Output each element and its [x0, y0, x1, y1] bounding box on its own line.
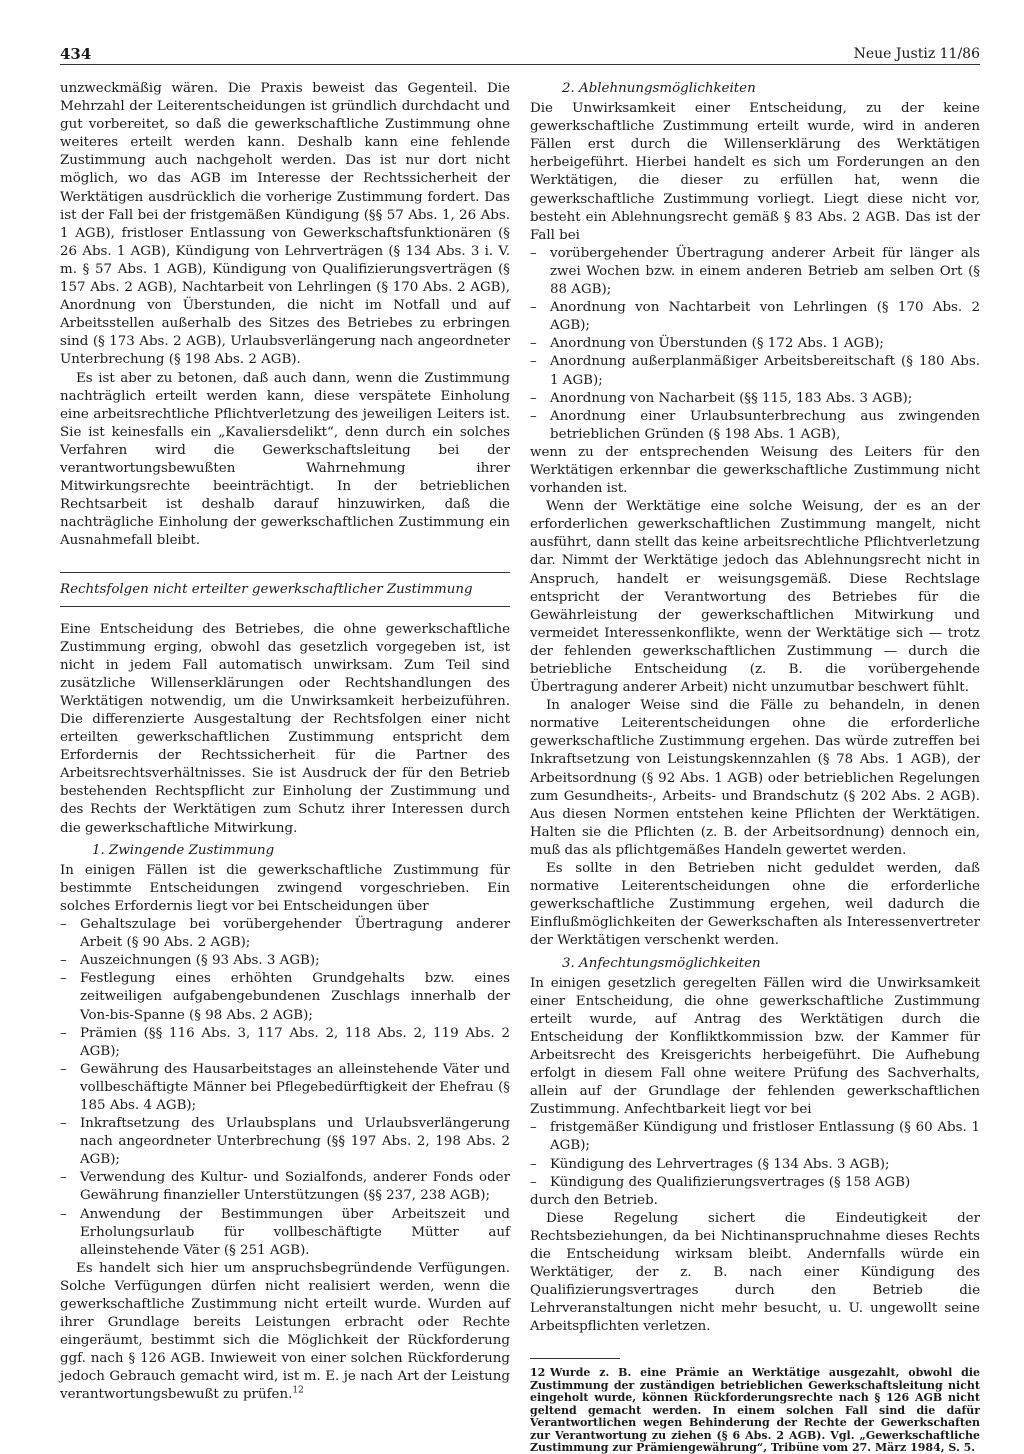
journal-issue: Neue Justiz 11/86	[853, 46, 980, 62]
subsection-title: 2. Ablehnungsmöglichkeiten	[562, 81, 756, 96]
footnote	[530, 1367, 980, 1454]
list-item: – Auszeichnungen (§ 93 Abs. 3 AGB);	[60, 952, 510, 970]
footnote-text: Wurde z. B. eine Prämie an Werktätige ausgezahlt, obwohl die Zustimmung der zuständigen betrieblichen Gewerkschaftsleitung nicht eingeholt wurde, können Rückforderungsrechte nach § 126 AGB nicht geltend gemacht werden. In einem solchen Fall sind die dafür Verantwortlichen wegen Behinderung der Rechte der Gewerkschaften zur Verantwortung zu ziehen (§ 6 Abs. 2 AGB). Vgl. „Gewerkschaftliche Zustimmung zur Prämiengewährung“, Tribüne vom 27. März 1984, S. 5.	[530, 1366, 980, 1454]
list-item: – Anordnung von Überstunden (§ 172 Abs. 1 AGB);	[530, 335, 980, 353]
paragraph: Diese Regelung sichert die Eindeutigkeit der Rechtsbeziehungen, da bei Nichtinanspruchnahme dieses Rechts die Entscheidung wirksam bleibt. Andernfalls würde ein Werktätiger, der z. B. nach einer Kündigung des Qualifizierungsvertrages durch den Betrieb die Lehrveranstaltungen nicht mehr besucht, u. U. ungewollt seine Arbeitspflichten verletzen.	[530, 1210, 980, 1335]
section-title: Rechtsfolgen nicht erteilter gewerkschaftlicher Zustimmung	[60, 582, 473, 598]
footnote-rule	[530, 1358, 620, 1359]
list-item: – Inkraftsetzung des Urlaubsplans und Urlaubsverlängerung nach angeordneter Unterbrechung (§§ 197 Abs. 2, 198 Abs. 2 AGB);	[60, 1115, 510, 1169]
contest-list	[530, 1119, 980, 1191]
list-item: – Kündigung des Lehrvertrages (§ 134 Abs. 3 AGB);	[530, 1156, 980, 1174]
left-column	[60, 80, 510, 1405]
paragraph: In analoger Weise sind die Fälle zu behandeln, in denen normative Leiterentscheidungen ohne die erforderliche gewerkschaftliche Zustimmung ergehen. Das würde zutreffen bei Inkraftsetzung von Leistungskennzahlen (§ 78 Abs. 1 AGB), der Arbeitsordnung (§ 92 Abs. 1 AGB) oder betrieblichen Regelungen zum Gesundheits-, Arbeits- und Brandschutz (§ 202 Abs. 2 AGB). Aus diesen Normen entstehen keine Pflichten der Werktätigen. Halten sie die Pflichten (z. B. der Arbeitsordnung) dennoch ein, muß das als pflichtgemäßes Handeln gewertet werden.	[530, 698, 980, 858]
list-item: – Verwendung des Kultur- und Sozialfonds, anderer Fonds oder Gewährung finanzieller Unterstützungen (§§ 237, 238 AGB);	[60, 1169, 510, 1205]
list-item: – Festlegung eines erhöhten Grundgehalts bzw. eines zeitweiligen aufgabengebundenen Zuschlags innerhalb der Von-bis-Spanne (§ 98 Abs. 2 AGB);	[60, 970, 510, 1024]
paragraph: In einigen Fällen ist die gewerkschaftliche Zustimmung für bestimmte Entscheidungen zwingend vorgeschrieben. Ein solches Erfordernis liegt vor bei Entscheidungen über	[60, 862, 510, 914]
section-rule-top	[60, 572, 510, 573]
footnote-reference: 12	[292, 1386, 304, 1396]
page-number: 434	[60, 45, 92, 63]
rejection-list	[530, 245, 980, 444]
header-rule	[60, 64, 980, 65]
requirement-list	[60, 916, 510, 1260]
list-item: – Gehaltszulage bei vorübergehender Übertragung anderer Arbeit (§ 90 Abs. 2 AGB);	[60, 916, 510, 952]
paragraph: Wenn der Werktätige eine solche Weisung, der es an der erforderlichen gewerkschaftlichen Zustimmung mangelt, nicht ausführt, dann stellt das keine arbeitsrechtliche Pflichtverletzung dar. Nimmt der Werktätige jedoch das Ablehnungsrecht nicht in Anspruch, handelt er weisungsgemäß. Diese Rechtslage entspricht der Verantwortung des Betriebes für die Gewährleistung der gewerkschaftlichen Mitwirkung und vermeidet Interessenkonflikte, wenn der Werktätige sich — trotz der fehlenden gewerkschaftlichen Zustimmung — durch die betriebliche Entscheidung (z. B. die vorübergehende Übertragung anderer Arbeit) nicht unzumutbar beschwert fühlt.	[530, 499, 980, 696]
section-rule-bottom	[60, 606, 510, 607]
list-item: – Anordnung einer Urlaubsunterbrechung aus zwingenden betrieblichen Gründen (§ 198 Abs. 1 AGB),	[530, 408, 980, 444]
list-item: – Gewährung des Hausarbeitstages an alleinstehende Väter und vollbeschäftigte Männer bei Pflegebedürftigkeit der Ehefrau (§ 185 Abs. 4 AGB);	[60, 1061, 510, 1115]
right-column	[530, 80, 980, 1454]
footnote-number: 12	[530, 1366, 546, 1380]
paragraph: Die Unwirksamkeit einer Entscheidung, zu der keine gewerkschaftliche Zustimmung erteilt wurde, wird in anderen Fällen erst durch die Willenserklärung des Werktätigen herbeigeführt. Hierbei handelt es sich um Forderungen an den Werktätigen, die dieser zu erfüllen hat, wenn die gewerkschaftliche Zustimmung vorliegt. Liegt diese nicht vor, besteht ein Ablehnungsrecht gemäß § 83 Abs. 2 AGB. Das ist der Fall bei	[530, 101, 980, 243]
paragraph	[60, 1260, 510, 1405]
list-item: – Anordnung von Nacharbeit (§§ 115, 183 Abs. 3 AGB);	[530, 390, 980, 408]
list-item: – vorübergehender Übertragung anderer Arbeit für länger als zwei Wochen bzw. in einem anderen Betrieb am selben Ort (§ 88 AGB);	[530, 245, 980, 299]
paragraph: Es ist aber zu betonen, daß auch dann, wenn die Zustimmung nachträglich erteilt werden kann, diese verspätete Einholung eine arbeitsrechtliche Pflichtverletzung des jeweiligen Leiters ist. Sie ist keinesfalls ein „Kavaliersdelikt“, denn durch ein solches Verfahren wird die Gewerkschaftsleitung bei der verantwortungsbewußten Wahrnehmung ihrer Mitwirkungsrechte beeinträchtigt. In der betrieblichen Rechtsarbeit ist deshalb darauf hinzuwirken, daß die nachträgliche Einholung der gewerkschaftlichen Zustimmung ein Ausnahmefall bleibt.	[60, 370, 510, 549]
list-item: – fristgemäßer Kündigung und fristloser Entlassung (§ 60 Abs. 1 AGB);	[530, 1119, 980, 1155]
paragraph: Eine Entscheidung des Betriebes, die ohne gewerkschaftliche Zustimmung erging, obwohl das gesetzlich vorgegeben ist, ist nicht in jedem Fall automatisch unwirksam. Zum Teil sind zusätzliche Willenserklärungen oder Rechtshandlungen des Werktätigen notwendig, um die Unwirksamkeit herbeizuführen. Die differenzierte Ausgestaltung der Rechtsfolgen einer nicht erteilten gewerkschaftlichen Zustimmung entspricht dem Erfordernis der Rechtssicherheit für die Partner des Arbeitsrechtsverhältnisses. Sie ist Ausdruck der für den Betrieb bestehenden Rechtspflicht zur Einholung der Zustimmung und des Rechts der Werktätigen zum Schutz ihrer Interessen durch die gewerkschaftliche Mitwirkung.	[60, 621, 510, 836]
paragraph: unzweckmäßig wären. Die Praxis beweist das Gegenteil. Die Mehrzahl der Leiterentscheidungen ist gründlich durchdacht und gut vorbereitet, so daß die gewerkschaftliche Zustimmung ohne weiteres erteilt werden kann. Deshalb kann eine fehlende Zustimmung auch nachgeholt werden. Das ist nur dort nicht möglich, wo das AGB im Interesse der Rechtssicherheit der Werktätigen ausdrücklich die vorherige Zustimmung fordert. Das ist der Fall bei der fristgemäßen Kündigung (§§ 57 Abs. 1, 26 Abs. 1 AGB), fristloser Entlassung von Gewerkschaftsfunktionären (§ 26 Abs. 1 AGB), Kündigung von Lehrverträgen (§ 134 Abs. 3 i. V. m. § 57 Abs. 1 AGB), Kündigung von Qualifizierungsverträgen (§ 157 Abs. 2 AGB), Nachtarbeit von Lehrlingen (§ 170 Abs. 2 AGB), Anordnung von Überstunden, die nicht im Notfall und auf Arbeitsstellen außerhalb des Sitzes des Betriebes zu erbringen sind (§ 173 Abs. 2 AGB), Urlaubsverlängerung nach angeordneter Unterbrechung (§ 198 Abs. 2 AGB).	[60, 81, 510, 368]
subsection-title: 3. Anfechtungsmöglichkeiten	[562, 955, 761, 971]
list-item: – Kündigung des Qualifizierungsvertrages (§ 158 AGB)	[530, 1174, 980, 1192]
list-item: – Prämien (§§ 116 Abs. 3, 117 Abs. 2, 118 Abs. 2, 119 Abs. 2 AGB);	[60, 1025, 510, 1061]
list-item: – Anordnung von Nachtarbeit von Lehrlingen (§ 170 Abs. 2 AGB);	[530, 299, 980, 335]
paragraph: In einigen gesetzlich geregelten Fällen wird die Unwirksamkeit einer Entscheidung, die ohne gewerkschaftliche Zustimmung erteilt wurde, auf Antrag des Werktätigen durch die Entscheidung der Konfliktkommission bzw. der Kammer für Arbeitsrecht des Kreisgerichts herbeigeführt. Die Aufhebung erfolgt in diesem Fall ohne weitere Prüfung des Sachverhalts, allein auf der Grundlage der fehlenden gewerkschaftlichen Zustimmung. Anfechtbarkeit liegt vor bei	[530, 975, 980, 1118]
paragraph-text: Es handelt sich hier um anspruchsbegründende Verfügungen. Solche Verfügungen dürfen nicht realisiert werden, wenn die gewerkschaftliche Zustimmung nicht erteilt wurde. Wurden auf ihrer Grundlage bereits Leistungen erbracht oder Rechte eingeräumt, bestimmt sich die Möglichkeit der Rückforderung ggf. nach § 126 AGB. Inwieweit von einer solchen Rückforderung jedoch Gebrauch gemacht wird, ist m. E. je nach Art der Leistung verantwortungsbewußt zu prüfen.	[60, 1260, 510, 1403]
paragraph: durch den Betrieb.	[530, 1192, 658, 1208]
paragraph: Es sollte in den Betrieben nicht geduldet werden, daß normative Leiterentscheidungen ohne die erforderliche gewerkschaftliche Zustimmung ergehen, weil dadurch die Einflußmöglichkeiten der Gewerkschaften als Interessenvertreter der Werktätigen verschenkt werden.	[530, 861, 980, 949]
list-item: – Anwendung der Bestimmungen über Arbeitszeit und Erholungsurlaub für vollbeschäftigte Mütter auf alleinstehende Väter (§ 251 AGB).	[60, 1206, 510, 1260]
paragraph: wenn zu der entsprechenden Weisung des Leiters für den Werktätigen erkennbar die gewerkschaftliche Zustimmung nicht vorhanden ist.	[530, 444, 980, 497]
subsection-title: 1. Zwingende Zustimmung	[92, 842, 275, 858]
list-item: – Anordnung außerplanmäßiger Arbeitsbereitschaft (§ 180 Abs. 1 AGB);	[530, 353, 980, 389]
